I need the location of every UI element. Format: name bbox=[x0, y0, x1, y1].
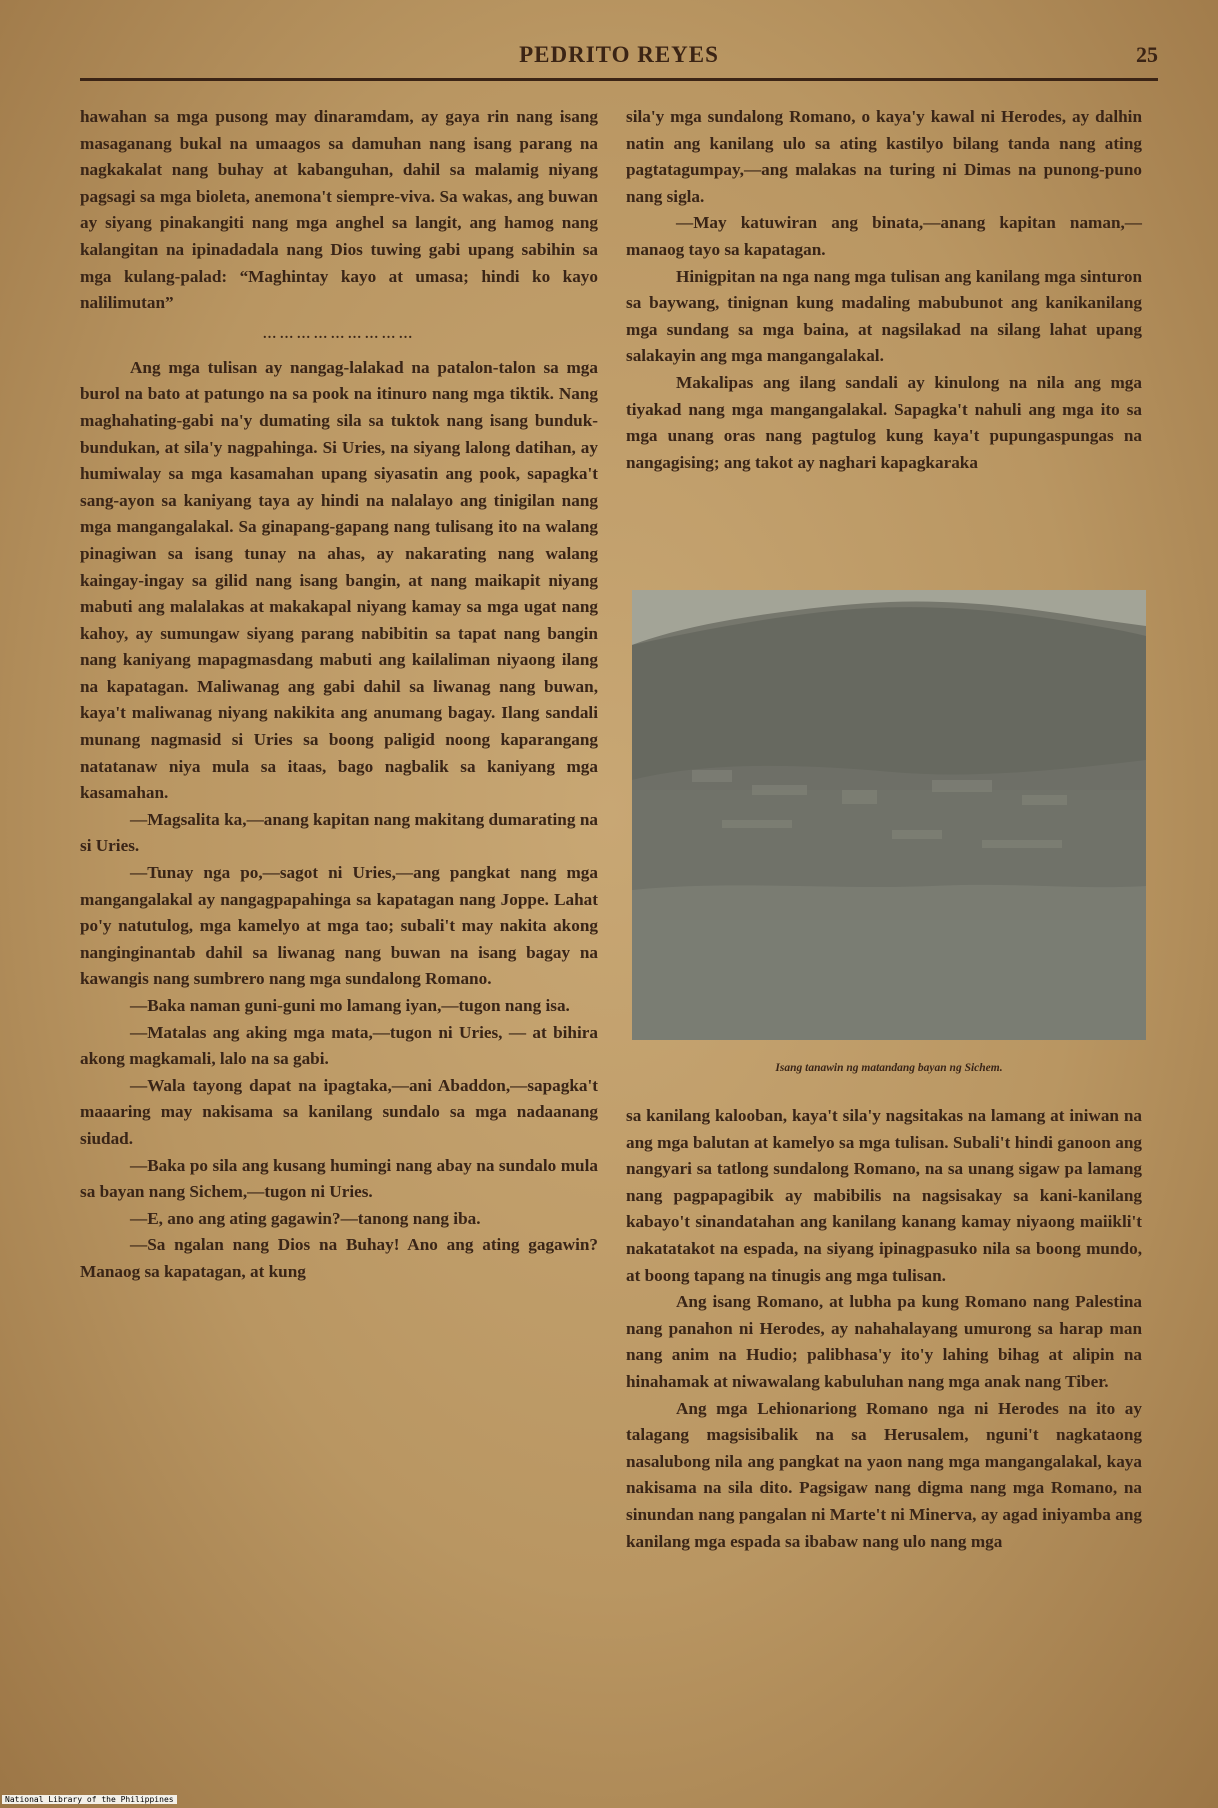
page-header bbox=[80, 38, 1158, 78]
running-title: PEDRITO REYES bbox=[519, 42, 719, 67]
paragraph: Ang isang Romano, at lubha pa kung Romano nang Palestina nang panahon ni Herodes, ay nahahalayang umurong sa harap man nang anim na Hudio; palibhasa'y ito'y lahing bihag at alipin na hinahamak at niwawalang kabuluhan nang mga anak nang Tiber. bbox=[626, 1292, 1142, 1391]
page-number: 25 bbox=[1136, 42, 1158, 67]
paragraph: —Baka naman guni-guni mo lamang iyan,—tugon nang isa. bbox=[130, 996, 570, 1015]
right-column-top bbox=[626, 104, 1142, 476]
paragraph: —E, ano ang ating gagawin?—tanong nang iba. bbox=[130, 1208, 481, 1228]
photo-caption: Isang tanawin ng matandang bayan ng Sichem. bbox=[775, 1062, 1003, 1074]
paragraph: Ang mga tulisan ay nangag-lalakad na patalon-talon sa mga burol na bato at patungo na sa pook na itinuro nang mga tiktik. Nang maghahating-gabi na'y dumating sila sa tuktok nang isang bunduk-bundukan, at sila'y nagpahinga. Si Uries, na siyang lalong datihan, ay humiwalay sa mga kasamahan upang siyasatin ang pook, sapagka't sang-ayon sa kaniyang taya ay hindi na nalalayo ang tinigilan nang mga mangangalakal. Sa ginapang-gapang nang tulisang ito na walang pinagiwan sa isang tunay na ahas, ay nakarating nang walang kaingay-ingay sa gilid nang isang bangin, at nang maikapit niyang mabuti ang malalakas at makakapal niyang kamay sa mga ugat nang kahoy, ay sumungaw siyang parang nabibitin sa tapat nang bangin nang kaniyang mapagmasdang mabuti ang kailaliman niyaong ilang na kapatagan. Maliwanag ang gabi dahil sa liwanag nang buwan, kaya't maliwanag niyang nakikita ang anumang bagay. Ilang sandali munang nagmasid si Uries sa boong paligid noong kaparangang natatanaw niya mula sa itaas, bago nagbalik sa kaniyang mga kasamahan. bbox=[80, 357, 598, 803]
landscape-image bbox=[632, 590, 1146, 1040]
paragraph: —Magsalita ka,—anang kapitan nang makitang dumarating na si Uries. bbox=[80, 809, 598, 856]
paragraph: —Tunay nga po,—sagot ni Uries,—ang pangkat nang mga mangangalakal ay nangagpapahinga sa kapatagan nang Joppe. Lahat po'y natutulog, mga kamelyo at mga tao; subali't may nakita akong nanginginantab dahil sa liwanag nang buwan na isang bagay na kawangis nang sumbrero nang mga sundalong Romano. bbox=[80, 863, 598, 989]
paragraph: Ang mga Lehionariong Romano nga ni Herodes na ito ay talagang magsisibalik na sa Herusalem, nguni't nagkataong nasalubong nila ang pangkat na yaon nang mga mangangalakal, kaya nakisama na sila dito. Pagsigaw nang digma nang mga Romano, na sinundan nang pangalan ni Marte't ni Minerva, ay agad iniyamba ang kanilang mga espada sa ibabaw nang ulo nang mga bbox=[626, 1398, 1142, 1551]
paragraph: —May katuwiran ang binata,—anang kapitan naman,—manaog tayo sa kapatagan. bbox=[626, 213, 1142, 259]
paragraph: —Sa ngalan nang Dios na Buhay! Ano ang ating gagawin? Manaog sa kapatagan, at kung bbox=[80, 1235, 598, 1281]
sichem-landscape-photo bbox=[632, 590, 1146, 1040]
paragraph: —Matalas ang aking mga mata,—tugon ni Uries, — at bihira akong magkamali, lalo na sa gabi. bbox=[80, 1022, 598, 1069]
paragraph: sila'y mga sundalong Romano, o kaya'y kawal ni Herodes, ay dalhin natin ang kanilang ulo sa ating kastilyo bilang tanda nang ating pagtatagumpay,—ang malakas na turing ni Dimas na punong-puno nang sigla. bbox=[626, 107, 1142, 206]
paragraph: —Wala tayong dapat na ipagtaka,—ani Abaddon,—sapagka't maaaring may nakisama sa kanilang sundalo sa mga nadaanang siudad. bbox=[80, 1075, 598, 1148]
library-footer: National Library of the Philippines bbox=[2, 1795, 177, 1804]
header-rule bbox=[80, 78, 1158, 81]
section-break-dots: ……………………… bbox=[262, 326, 416, 342]
right-column-bottom bbox=[626, 1103, 1142, 1555]
paragraph: Hinigpitan na nga nang mga tulisan ang kanilang mga sinturon sa baywang, tinignan kung madaling mabubunot ang kanikanilang mga sundang sa mga baina, at nagsilakad na silang lahat upang salakayin ang mga mangangalakal. bbox=[626, 266, 1142, 366]
left-column bbox=[80, 104, 598, 1286]
paragraph: Makalipas ang ilang sandali ay kinulong na nila ang mga tiyakad nang mga mangangalakal. Sapagka't nahuli ang mga ito sa mga unang oras nang pagtulog kung kaya't pupungaspungas na nangagising; ang takot ay naghari kapagkaraka bbox=[626, 372, 1142, 472]
paragraph: sa kanilang kalooban, kaya't sila'y nagsitakas na lamang at iniwan na ang mga balutan at kamelyo sa mga tulisan. Subali't hindi ganoon ang nangyari sa tatlong sundalong Romano, na sa unang sigaw pa lamang nang pagpapagibik ay mabibilis na nagsisakay sa kani-kanilang kabayo't sinandatahan ang kanilang kanang kamay niyaong maiikli't nakatatakot na espada, na siyang ipinagpasuko nila sa boong mundo, at boong tapang na tinugis ang mga tulisan. bbox=[626, 1106, 1142, 1285]
paragraph: hawahan sa mga pusong may dinaramdam, ay gaya rin nang isang masaganang bukal na umaagos sa damuhan nang isang parang na nagkakalat nang buhay at kabanguhan, dahil sa malamig niyang pagsagi sa mga bioleta, anemona't siempre-viva. Sa wakas, ang buwan ay siyang pinakangiti nang mga anghel sa langit, ang hamog nang kalangitan na ipinadadala nang Dios tuwing gabi upang sabihin sa mga kulang-palad: “Maghintay kayo at umasa; hindi ko kayo nalilimutan” bbox=[80, 107, 598, 313]
paragraph: —Baka po sila ang kusang humingi nang abay na sundalo mula sa bayan nang Sichem,—tugon ni Uries. bbox=[80, 1155, 598, 1202]
